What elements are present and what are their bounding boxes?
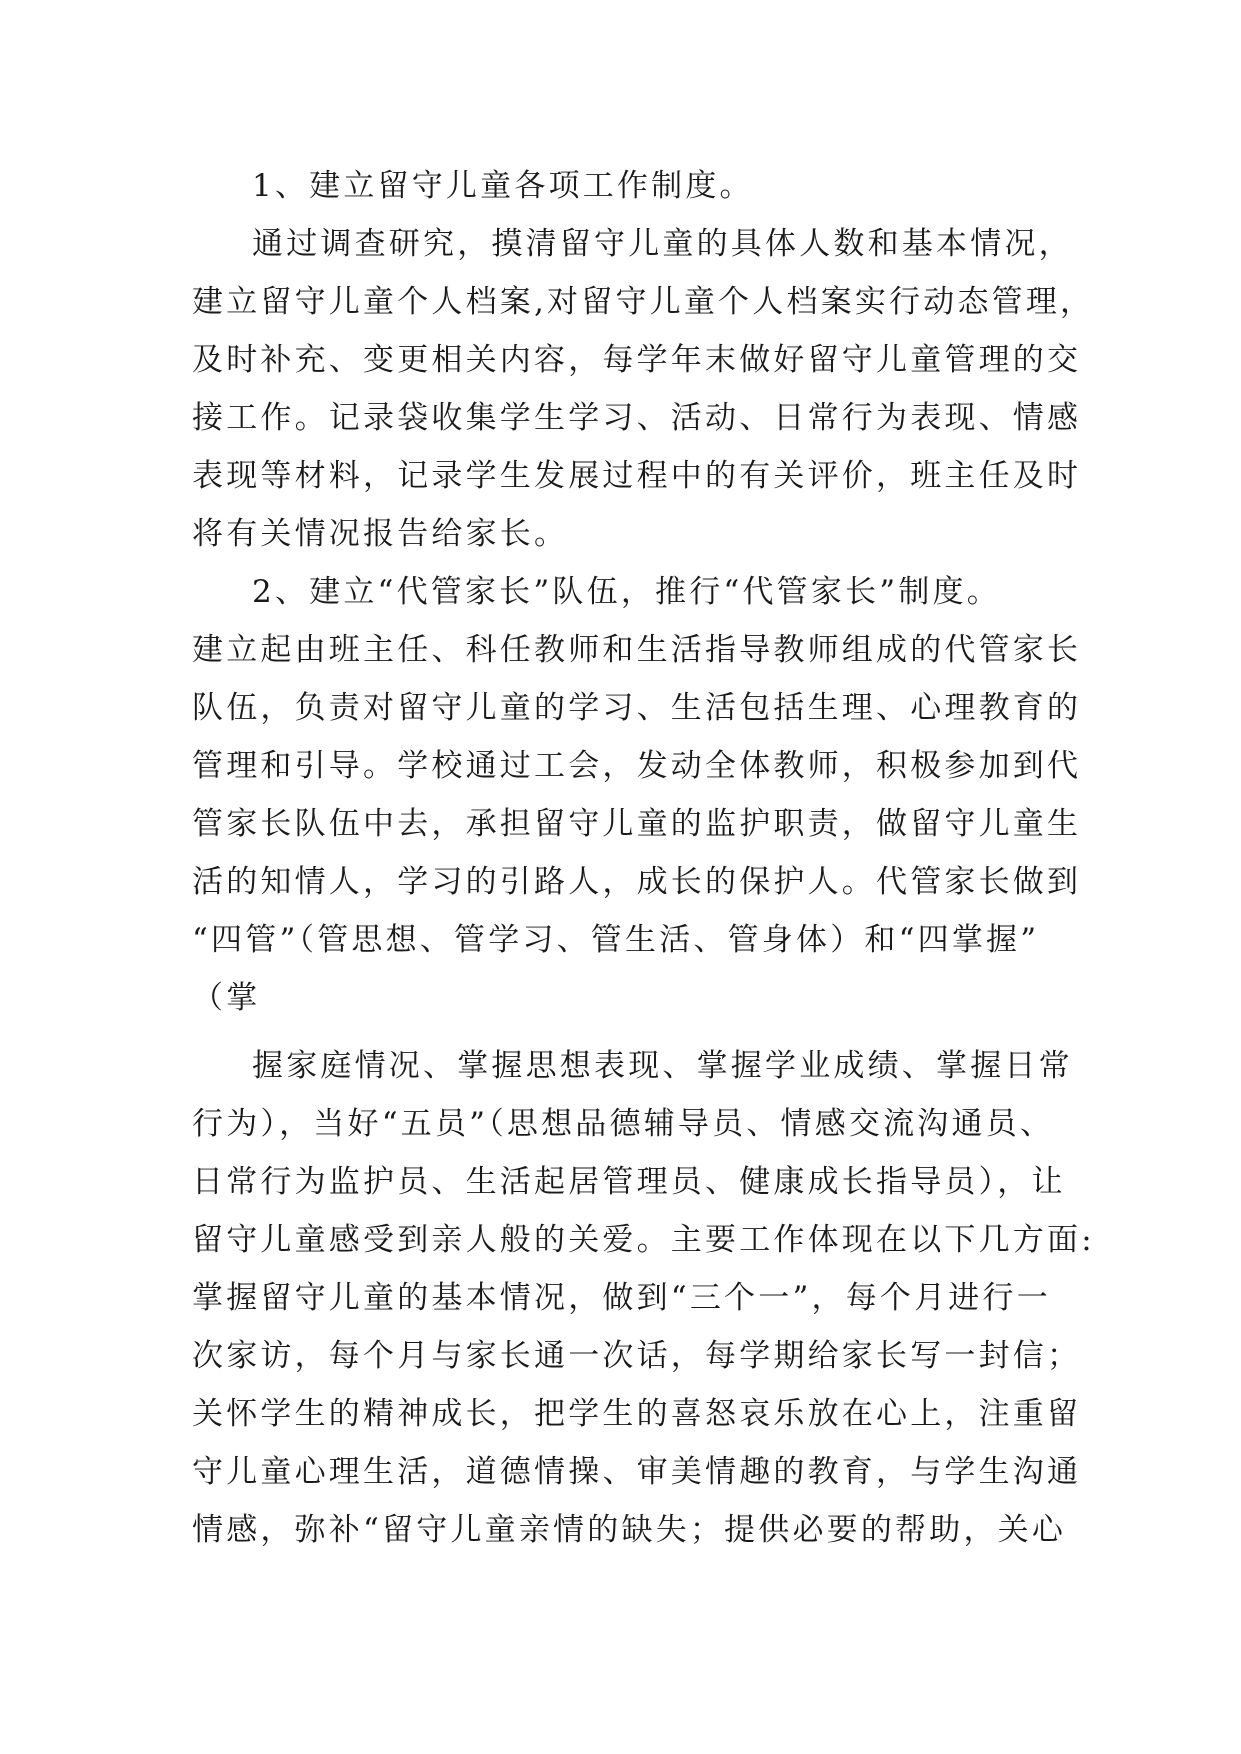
paragraph-line: 留守儿童感受到亲人般的关爱。主要工作体现在以下几方面: [192,1222,1095,1258]
paragraph-line: 掌握留守儿童的基本情况，做到“三个一”，每个月进行一 [192,1280,1051,1316]
paragraph-line: 关怀学生的精神成长，把学生的喜怒哀乐放在心上，注重留 [192,1396,1082,1432]
paragraph-line: 行为），当好“五员”（思想品德辅导员、情感交流沟通员、 [192,1106,1055,1142]
paragraph-line: 守儿童心理生活，道德情操、审美情趣的教育，与学生沟通 [192,1454,1082,1490]
paragraph-line: 建立起由班主任、科任教师和生活指导教师组成的代管家长 [192,632,1082,668]
paragraph-line: 队伍，负责对留守儿童的学习、生活包括生理、心理教育的 [192,690,1082,726]
heading-2: 2、建立“代管家长”队伍，推行“代管家长”制度。 [252,574,1001,610]
paragraph-line: 建立留守儿童个人档案,对留守儿童个人档案实行动态管理， [192,284,1095,320]
heading-1: 1、建立留守儿童各项工作制度。 [252,168,754,204]
paragraph-line: 情感，弥补“留守儿童亲情的缺失；提供必要的帮助，关心 [192,1512,1067,1548]
paragraph-line: 管家长队伍中去，承担留守儿童的监护职责，做留守儿童生 [192,806,1082,842]
paragraph-line: 表现等材料，记录学生发展过程中的有关评价，班主任及时 [192,458,1082,494]
paragraph-line: 管理和引导。学校通过工会，发动全体教师，积极参加到代 [192,748,1082,784]
paragraph-line: 日常行为监护员、生活起居管理员、健康成长指导员），让 [192,1164,1066,1200]
paragraph-line: 将有关情况报告给家长。 [192,516,569,552]
paragraph-line: 活的知情人，学习的引路人，成长的保护人。代管家长做到 [192,864,1082,900]
paragraph-line: “四管”（管思想、管学习、管生活、管身体）和“四掌握” [192,922,1040,958]
paragraph-line: 接工作。记录袋收集学生学习、活动、日常行为表现、情感 [192,400,1082,436]
paragraph-line: 及时补充、变更相关内容，每学年末做好留守儿童管理的交 [192,342,1082,378]
paragraph-line: 次家访，每个月与家长通一次话，每学期给家长写一封信； [192,1338,1082,1374]
paragraph-line: 通过调查研究，摸清留守儿童的具体人数和基本情况， [252,226,1073,262]
paragraph-line: 握家庭情况、掌握思想表现、掌握学业成绩、掌握日常 [252,1048,1073,1084]
paragraph-line: （掌 [192,980,261,1016]
